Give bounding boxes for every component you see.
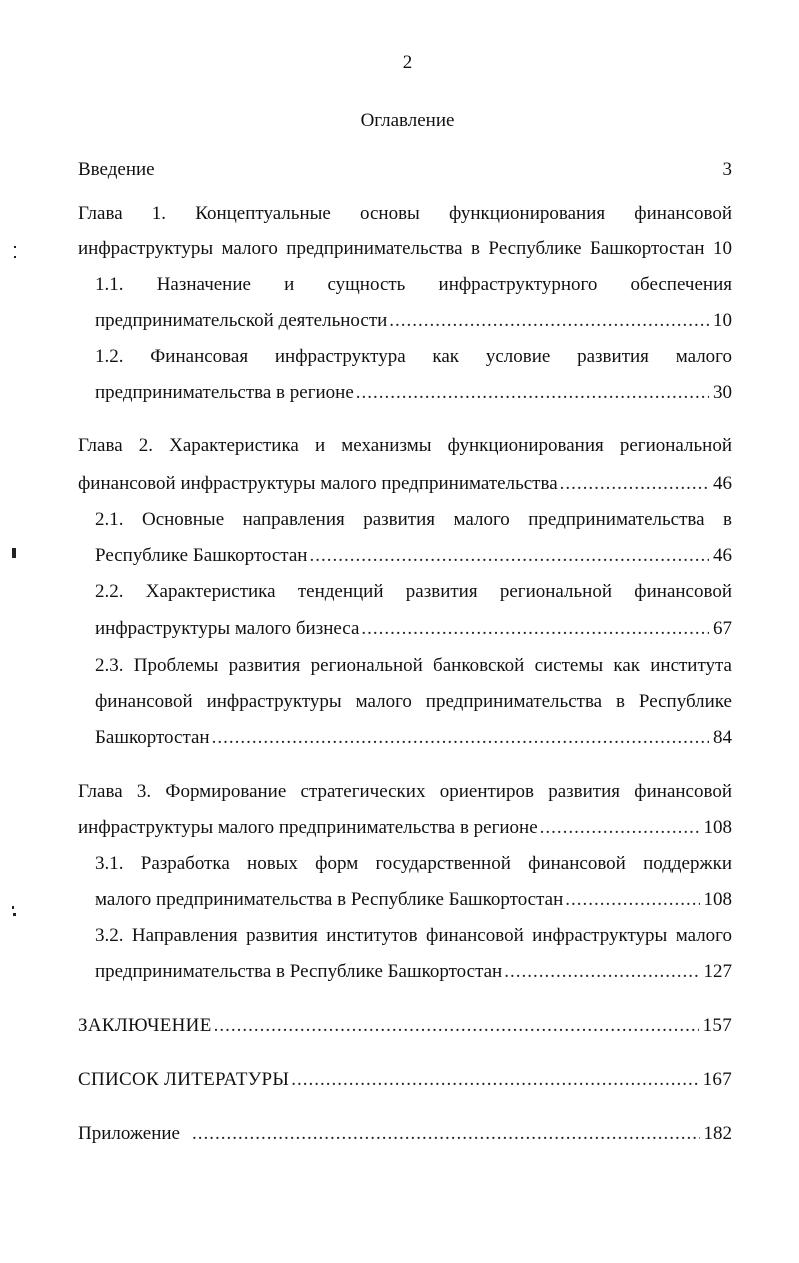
toc-entry-text: Глава 3. Формирование стратегических ориентиров развития финансовой	[78, 781, 732, 802]
toc-section-1-1-line2[interactable]	[95, 306, 732, 336]
page-number: 2	[402, 52, 413, 73]
toc-entry-text: Башкортостан	[95, 727, 210, 748]
toc-entry-page: 30	[713, 382, 732, 403]
toc-section-3-1-line1[interactable]	[95, 849, 732, 879]
toc-section-1-2-line2[interactable]	[95, 378, 732, 408]
dot-leader	[291, 1065, 698, 1095]
toc-entry-text: малого предпринимательства в Республике Башкортостан	[95, 889, 564, 910]
dot-leader	[309, 541, 709, 571]
dot-leader	[212, 723, 709, 753]
toc-section-2-3-line3[interactable]	[95, 723, 732, 753]
toc-chapter-1-line1[interactable]	[78, 199, 732, 229]
toc-entry-page: 182	[703, 1123, 732, 1144]
toc-section-3-2-line1[interactable]	[95, 921, 732, 951]
toc-entry-page: 46	[713, 545, 732, 566]
dot-leader	[565, 885, 699, 915]
scan-speck	[12, 906, 14, 909]
dot-leader	[192, 1119, 700, 1149]
toc-entry-text: инфраструктуры малого предпринимательства в Республике Башкортостан 10	[78, 238, 732, 259]
toc-section-1-1-line1[interactable]	[95, 270, 732, 300]
toc-entry-text: 2.3. Проблемы развития региональной банковской системы как института	[95, 655, 732, 676]
toc-section-3-1-line2[interactable]	[95, 885, 732, 915]
toc-entry-text: 2.2. Характеристика тенденций развития региональной финансовой	[95, 581, 732, 602]
scan-speck	[14, 256, 16, 258]
toc-entry-page: 167	[702, 1069, 732, 1090]
toc-entry-text: Республике Башкортостан	[95, 545, 308, 566]
toc-entry-text: 1.2. Финансовая инфраструктура как условие развития малого	[95, 346, 732, 367]
toc-entry-text: 3.1. Разработка новых форм государственной финансовой поддержки	[95, 853, 732, 874]
dot-leader	[356, 378, 709, 408]
toc-entry-text: предпринимательской деятельности	[95, 310, 388, 331]
toc-chapter-1-line2[interactable]	[78, 234, 732, 264]
toc-section-2-2-line2[interactable]	[95, 614, 732, 644]
toc-entry-text: Введение	[78, 159, 155, 180]
toc-entry-text: инфраструктуры малого бизнеса	[95, 618, 360, 639]
toc-entry-text: финансовой инфраструктуры малого предпринимательства в Республике	[95, 691, 732, 712]
toc-entry-bibliography[interactable]	[78, 1065, 732, 1095]
toc-entry-page: 67	[713, 618, 732, 639]
dot-leader	[504, 957, 699, 987]
toc-chapter-2-line1[interactable]	[78, 431, 732, 461]
dot-leader	[214, 1011, 699, 1041]
dot-leader	[540, 813, 700, 843]
toc-entry-text: ЗАКЛЮЧЕНИЕ	[78, 1015, 212, 1036]
toc-entry-page: 46	[713, 473, 732, 494]
toc-entry-text: 1.1. Назначение и сущность инфраструктурного обеспечения	[95, 274, 732, 295]
toc-section-3-2-line2[interactable]	[95, 957, 732, 987]
toc-entry-text: инфраструктуры малого предпринимательства в регионе	[78, 817, 538, 838]
toc-chapter-3-line2[interactable]	[78, 813, 732, 843]
toc-entry-text: СПИСОК ЛИТЕРАТУРЫ	[78, 1069, 290, 1090]
toc-section-2-2-line1[interactable]	[95, 577, 732, 607]
toc-entry-text: Глава 1. Концептуальные основы функционирования финансовой	[78, 203, 732, 224]
toc-entry-text: финансовой инфраструктуры малого предпринимательства	[78, 473, 558, 494]
toc-entry-page: 84	[713, 727, 732, 748]
toc-entry-page: 108	[703, 889, 732, 910]
toc-section-1-2-line1[interactable]	[95, 342, 732, 372]
scan-speck	[14, 246, 16, 248]
toc-chapter-3-line1[interactable]	[78, 777, 732, 807]
dot-leader	[389, 306, 709, 336]
scan-speck	[12, 548, 16, 558]
dot-leader	[361, 614, 709, 644]
toc-entry-text: 2.1. Основные направления развития малого предпринимательства в	[95, 509, 732, 530]
toc-entry-text: предпринимательства в регионе	[95, 382, 354, 403]
toc-title: Оглавление	[360, 110, 455, 131]
toc-entry-text: 3.2. Направления развития институтов финансовой инфраструктуры малого	[95, 925, 732, 946]
toc-entry-page: 10	[713, 310, 732, 331]
toc-section-2-3-line2[interactable]	[95, 687, 732, 717]
toc-section-2-1-line1[interactable]	[95, 505, 732, 535]
toc-entry-text: Приложение	[78, 1123, 180, 1144]
toc-entry-text: предпринимательства в Республике Башкортостан	[95, 961, 503, 982]
toc-entry-page: 108	[703, 817, 732, 838]
toc-entry-page: 3	[722, 159, 732, 180]
toc-entry-intro[interactable]	[78, 155, 732, 185]
toc-section-2-1-line2[interactable]	[95, 541, 732, 571]
scan-speck	[13, 913, 16, 916]
toc-section-2-3-line1[interactable]	[95, 651, 732, 681]
toc-entry-page: 127	[703, 961, 732, 982]
toc-entry-conclusion[interactable]	[78, 1011, 732, 1041]
toc-chapter-2-line2[interactable]	[78, 469, 732, 499]
toc-entry-text: Глава 2. Характеристика и механизмы функционирования региональной	[78, 435, 732, 456]
dot-leader	[560, 469, 709, 499]
toc-entry-appendix[interactable]	[78, 1119, 732, 1149]
toc-entry-page: 157	[702, 1015, 732, 1036]
